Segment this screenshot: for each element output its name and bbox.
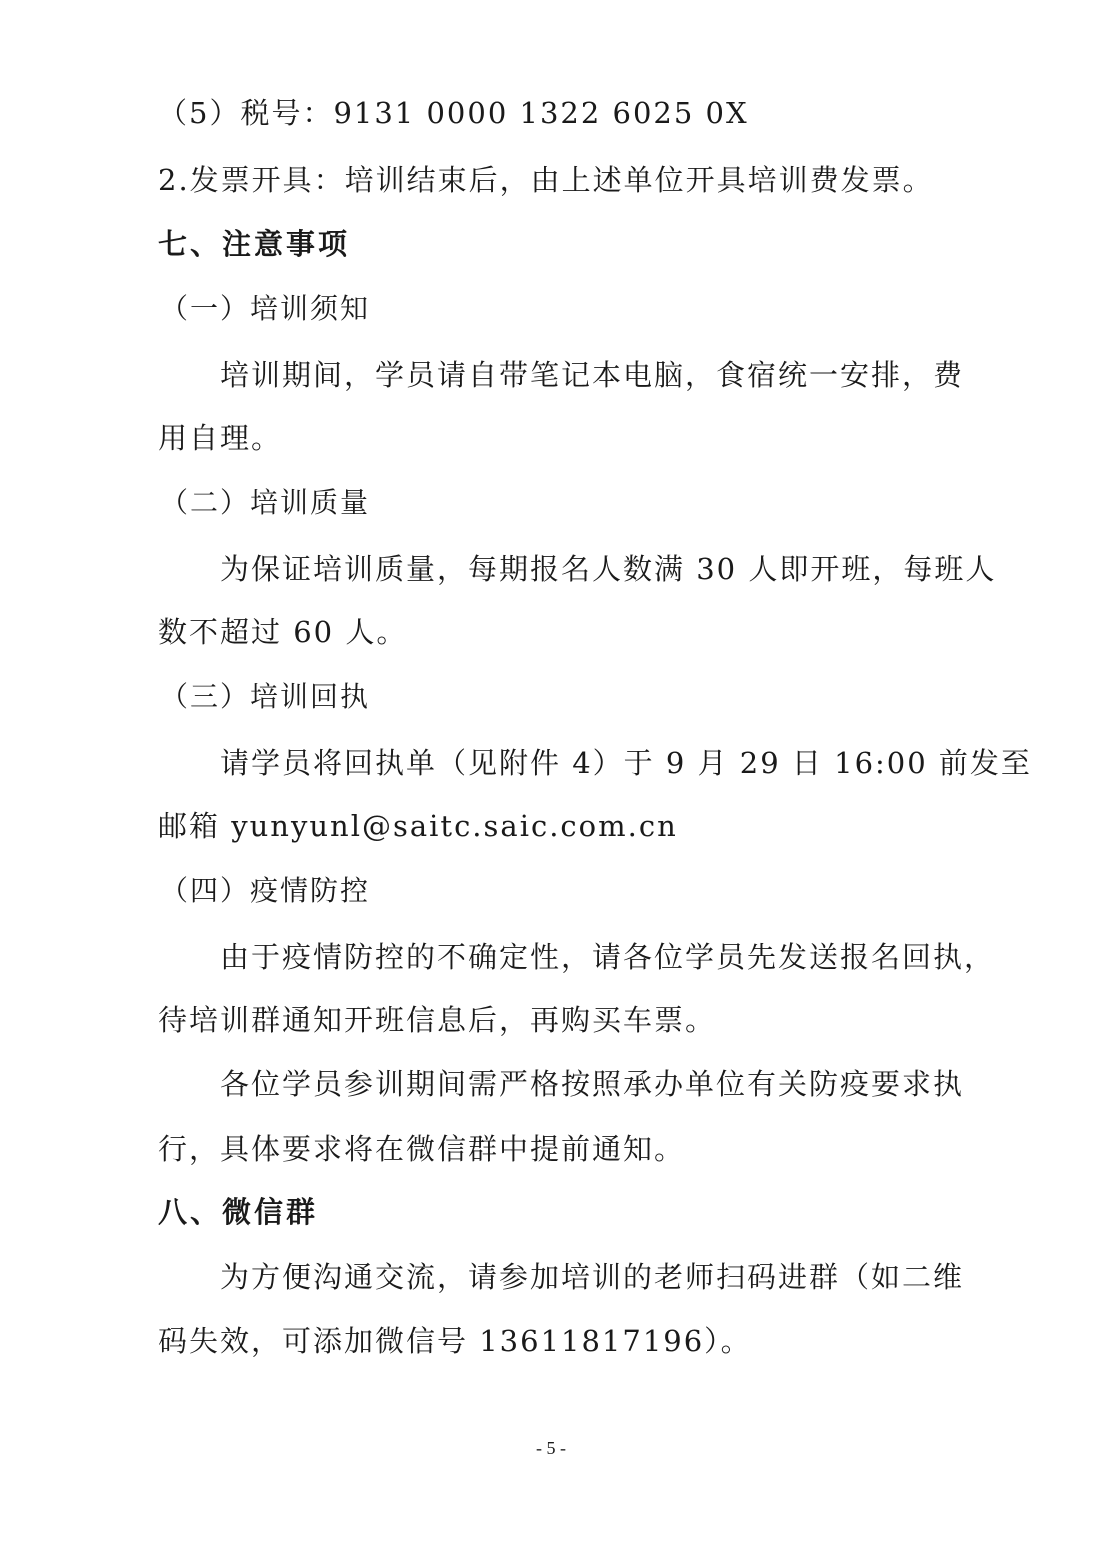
invoice-issue-note: 2.发票开具：培训结束后，由上述单位开具培训费发票。 <box>158 163 934 197</box>
sub-heading-epidemic-control: （四）疫情防控 <box>160 874 371 907</box>
section-8-heading: 八、微信群 <box>158 1195 319 1229</box>
sub-heading-training-quality: （二）培训质量 <box>160 486 371 519</box>
training-notice-line-1: 培训期间，学员请自带笔记本电脑，食宿统一安排，费 <box>220 358 965 392</box>
training-quality-line-2: 数不超过 60 人。 <box>158 615 408 649</box>
epidemic-para1-line-2: 待培训群通知开班信息后，再购买车票。 <box>158 1003 717 1037</box>
invoice-tax-number: （5）税号：9131 0000 1322 6025 0X <box>158 96 749 130</box>
epidemic-para2-line-1: 各位学员参训期间需严格按照承办单位有关防疫要求执 <box>220 1067 965 1101</box>
receipt-line-1: 请学员将回执单（见附件 4）于 9 月 29 日 16:00 前发至 <box>220 746 1032 780</box>
receipt-email-line: 邮箱 yunyunl@saitc.saic.com.cn <box>158 809 678 843</box>
epidemic-para1-line-1: 由于疫情防控的不确定性，请各位学员先发送报名回执， <box>220 940 996 974</box>
training-quality-line-1: 为保证培训质量，每期报名人数满 30 人即开班，每班人 <box>220 552 997 586</box>
epidemic-para2-line-2: 行，具体要求将在微信群中提前通知。 <box>158 1132 686 1166</box>
wechat-line-2: 码失效，可添加微信号 13611817196）。 <box>158 1324 752 1358</box>
sub-heading-training-notice: （一）培训须知 <box>160 292 371 325</box>
page-number: - 5 - <box>536 1438 566 1458</box>
sub-heading-receipt: （三）培训回执 <box>160 680 371 713</box>
wechat-line-1: 为方便沟通交流，请参加培训的老师扫码进群（如二维 <box>220 1260 965 1294</box>
training-notice-line-2: 用自理。 <box>158 421 283 455</box>
section-7-heading: 七、注意事项 <box>158 227 351 261</box>
